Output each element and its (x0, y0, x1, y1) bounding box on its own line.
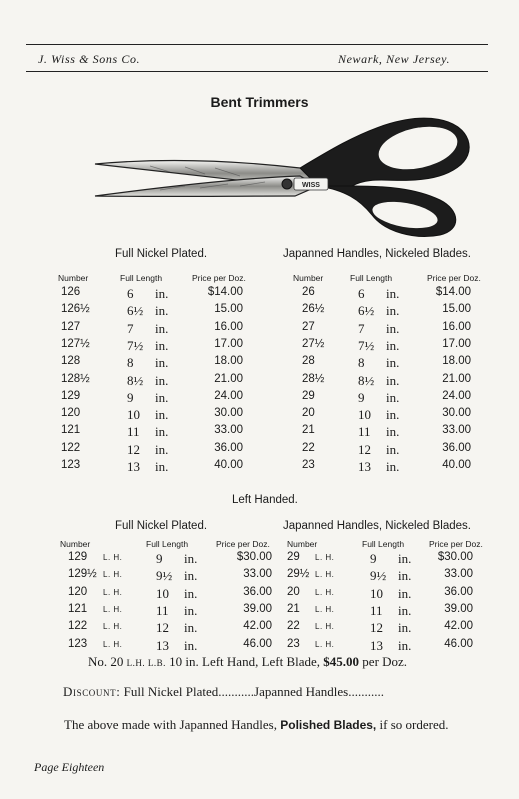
s1-right-price: 30.00 (442, 407, 471, 419)
s1-left-price: 17.00 (214, 338, 243, 350)
s1-right-number: 28 (302, 355, 315, 367)
s1-right-hdr-length: Full Length (350, 273, 393, 283)
left-blade-note (88, 654, 407, 670)
s1-right-price: 16.00 (442, 321, 471, 333)
s2-left-price: 36.00 (243, 586, 272, 598)
s2-left-length: 13 (156, 638, 169, 653)
s2-right-price: 36.00 (444, 586, 473, 598)
s1-right-unit: in. (386, 338, 400, 353)
s1-left-unit: in. (155, 424, 169, 439)
s1-left-length: 12 (127, 442, 140, 457)
s1-left-length: 8½ (127, 373, 144, 388)
s1-left-unit: in. (155, 303, 169, 318)
s2-right-length: 9 (370, 551, 377, 566)
s1-right-price: 18.00 (442, 355, 471, 367)
note-suffix: per Doz. (362, 654, 408, 669)
s2-left-unit: in. (184, 551, 198, 566)
s2-right-number: 23 (287, 638, 300, 650)
s1-left-length: 7½ (127, 338, 144, 353)
s2-right-hand: L. H. (315, 605, 335, 614)
scissors-illustration (0, 0, 519, 260)
s2-right-length: 9½ (370, 568, 387, 583)
s2-left-price: 42.00 (243, 620, 272, 632)
s2-right-hand: L. H. (315, 570, 335, 579)
s1-right-number: 29 (302, 390, 315, 402)
s2-left-hand: L. H. (103, 588, 123, 597)
footer-note-text2: if so ordered. (379, 717, 449, 732)
s2-left-hand: L. H. (103, 605, 123, 614)
s1-right-unit: in. (386, 321, 400, 336)
s2-right-length: 13 (370, 638, 383, 653)
s1-left-number: 126½ (61, 303, 90, 315)
blade-stamp: WISS (302, 182, 320, 189)
s2-left-unit: in. (184, 603, 198, 618)
s1-right-length: 10 (358, 407, 371, 422)
s2-right-hand: L. H. (315, 622, 335, 631)
s1-left-length: 8 (127, 355, 134, 370)
s1-left-length: 7 (127, 321, 134, 336)
s1-right-length: 8 (358, 355, 365, 370)
s2-left-number: 120 (68, 586, 88, 598)
s1-right-unit: in. (386, 286, 400, 301)
s2-left-title: Full Nickel Plated. (115, 520, 208, 532)
s2-right-unit: in. (398, 568, 412, 583)
s2-left-hand: L. H. (103, 553, 123, 562)
s2-left-number: 123 (68, 638, 88, 650)
s1-left-length: 11 (127, 424, 140, 439)
s2-left-unit: in. (184, 638, 198, 653)
s2-left-length: 9½ (156, 568, 173, 583)
s1-right-length: 13 (358, 459, 371, 474)
s1-right-number: 21 (302, 424, 315, 436)
s2-right-hdr-number: Number (287, 539, 318, 549)
s2-right-length: 12 (370, 620, 383, 635)
s2-right-price: 39.00 (444, 603, 473, 615)
s1-left-number: 128 (61, 355, 81, 367)
s1-left-unit: in. (155, 321, 169, 336)
s1-left-title: Full Nickel Plated. (115, 248, 208, 260)
s1-right-length: 11 (358, 424, 371, 439)
s1-right-title: Japanned Handles, Nickeled Blades. (283, 248, 471, 260)
s2-left-length: 11 (156, 603, 169, 618)
footer-note (64, 717, 448, 733)
s1-right-number: 27½ (302, 338, 325, 350)
page-number: Page Eighteen (34, 760, 105, 774)
s1-left-unit: in. (155, 355, 169, 370)
footer-note-bold: Polished Blades, (280, 718, 377, 732)
s1-right-price: 21.00 (442, 373, 471, 385)
s1-right-price: 36.00 (442, 442, 471, 454)
s1-left-unit: in. (155, 459, 169, 474)
s1-left-number: 127½ (61, 338, 90, 350)
s2-right-unit: in. (398, 551, 412, 566)
s1-right-number: 23 (302, 459, 315, 471)
s1-right-price: 17.00 (442, 338, 471, 350)
s1-right-number: 20 (302, 407, 315, 419)
s1-right-length: 8½ (358, 373, 375, 388)
s1-right-unit: in. (386, 373, 400, 388)
s1-left-unit: in. (155, 442, 169, 457)
s2-right-length: 10 (370, 586, 383, 601)
s2-right-number: 29 (287, 551, 300, 563)
s1-left-length: 10 (127, 407, 140, 422)
s2-right-unit: in. (398, 603, 412, 618)
s2-left-length: 10 (156, 586, 169, 601)
s2-right-price: $30.00 (437, 551, 473, 563)
note-text: 10 in. Left Hand, Left Blade, (169, 654, 321, 669)
s2-left-price: 46.00 (243, 638, 272, 650)
s1-right-unit: in. (386, 424, 400, 439)
s1-left-price: 33.00 (214, 424, 243, 436)
s1-left-price: 16.00 (214, 321, 243, 333)
s2-left-number: 121 (68, 603, 88, 615)
s1-right-unit: in. (386, 303, 400, 318)
s1-left-unit: in. (155, 338, 169, 353)
s1-right-price: $14.00 (435, 286, 471, 298)
s1-left-hdr-number: Number (58, 273, 89, 283)
s2-right-number: 21 (287, 603, 300, 615)
s2-left-unit: in. (184, 568, 198, 583)
s1-right-price: 40.00 (442, 459, 471, 471)
s2-left-price: $30.00 (236, 551, 272, 563)
s1-right-length: 12 (358, 442, 371, 457)
s2-left-unit: in. (184, 620, 198, 635)
s2-left-length: 9 (156, 551, 163, 566)
s2-left-hand: L. H. (103, 622, 123, 631)
page-title: Bent Trimmers (210, 94, 309, 110)
s1-left-price: 21.00 (214, 373, 243, 385)
s1-right-unit: in. (386, 442, 400, 457)
s1-left-unit: in. (155, 390, 169, 405)
s1-left-number: 127 (61, 321, 81, 333)
s2-left-price: 33.00 (243, 568, 272, 580)
s2-right-price: 46.00 (444, 638, 473, 650)
s1-right-length: 7 (358, 321, 365, 336)
s1-left-price: 15.00 (214, 303, 243, 315)
s1-right-unit: in. (386, 407, 400, 422)
s2-right-price: 33.00 (444, 568, 473, 580)
header-company: J. Wiss & Sons Co. (38, 52, 141, 66)
s1-right-price: 15.00 (442, 303, 471, 315)
s2-left-number: 129½ (68, 568, 97, 580)
s1-left-length: 6½ (127, 303, 144, 318)
s1-left-number: 129 (61, 390, 81, 402)
s1-left-price: 36.00 (214, 442, 243, 454)
s1-right-price: 33.00 (442, 424, 471, 436)
s1-left-length: 9 (127, 390, 134, 405)
s1-right-length: 6 (358, 286, 365, 301)
s1-left-price: 40.00 (214, 459, 243, 471)
s1-left-number: 126 (61, 286, 81, 298)
s2-right-price: 42.00 (444, 620, 473, 632)
s1-left-price: 24.00 (214, 390, 243, 402)
s1-left-number: 122 (61, 442, 81, 454)
s2-right-hdr-price: Price per Doz. (429, 539, 483, 549)
s2-right-hand: L. H. (315, 640, 335, 649)
s1-right-length: 6½ (358, 303, 375, 318)
s1-left-number: 123 (61, 459, 81, 471)
s2-right-unit: in. (398, 586, 412, 601)
s1-left-unit: in. (155, 373, 169, 388)
s1-right-price: 24.00 (442, 390, 471, 402)
s2-left-hdr-length: Full Length (146, 539, 189, 549)
s1-left-price: $14.00 (207, 286, 243, 298)
s2-right-hand: L. H. (315, 553, 335, 562)
s1-right-length: 9 (358, 390, 365, 405)
s1-left-length: 6 (127, 286, 134, 301)
s2-right-unit: in. (398, 620, 412, 635)
s2-left-unit: in. (184, 586, 198, 601)
s2-left-price: 39.00 (243, 603, 272, 615)
s1-left-number: 120 (61, 407, 81, 419)
s1-left-number: 128½ (61, 373, 90, 385)
s1-right-length: 7½ (358, 338, 375, 353)
s1-right-unit: in. (386, 355, 400, 370)
s1-right-number: 22 (302, 442, 315, 454)
s2-left-length: 12 (156, 620, 169, 635)
s1-right-number: 26½ (302, 303, 325, 315)
note-code: L.H. L.B. (126, 658, 166, 668)
s1-left-unit: in. (155, 407, 169, 422)
footer-note-text1: The above made with Japanned Handles, (64, 717, 277, 732)
s2-left-hand: L. H. (103, 640, 123, 649)
s2-right-number: 22 (287, 620, 300, 632)
s2-left-hdr-number: Number (60, 539, 91, 549)
s2-right-unit: in. (398, 638, 412, 653)
note-price: $45.00 (323, 654, 360, 669)
s2-right-number: 20 (287, 586, 300, 598)
s2-right-hdr-length: Full Length (362, 539, 405, 549)
s1-left-hdr-price: Price per Doz. (192, 273, 246, 283)
s1-right-number: 28½ (302, 373, 325, 385)
s1-left-number: 121 (61, 424, 81, 436)
discount-line (63, 684, 384, 700)
s1-right-unit: in. (386, 390, 400, 405)
s1-left-unit: in. (155, 286, 169, 301)
s2-left-hand: L. H. (103, 570, 123, 579)
s2-right-title: Japanned Handles, Nickeled Blades. (283, 520, 471, 532)
discount-text: Full Nickel Plated...........Japanned Handles........... (123, 684, 384, 699)
s2-title: Left Handed. (232, 494, 298, 506)
s2-left-number: 129 (68, 551, 88, 563)
note-prefix: No. 20 (88, 654, 124, 669)
s2-right-length: 11 (370, 603, 383, 618)
s1-right-hdr-price: Price per Doz. (427, 273, 481, 283)
s1-left-price: 18.00 (214, 355, 243, 367)
s2-right-hand: L. H. (315, 588, 335, 597)
discount-label: Discount: (63, 684, 121, 699)
s1-right-hdr-number: Number (293, 273, 324, 283)
s2-right-number: 29½ (287, 568, 310, 580)
s2-left-hdr-price: Price per Doz. (216, 539, 270, 549)
s1-right-number: 26 (302, 286, 315, 298)
s1-right-number: 27 (302, 321, 315, 333)
header-location: Newark, New Jersey. (338, 52, 451, 66)
s1-left-price: 30.00 (214, 407, 243, 419)
s1-left-hdr-length: Full Length (120, 273, 163, 283)
s1-left-length: 13 (127, 459, 140, 474)
s1-right-unit: in. (386, 459, 400, 474)
s2-left-number: 122 (68, 620, 88, 632)
